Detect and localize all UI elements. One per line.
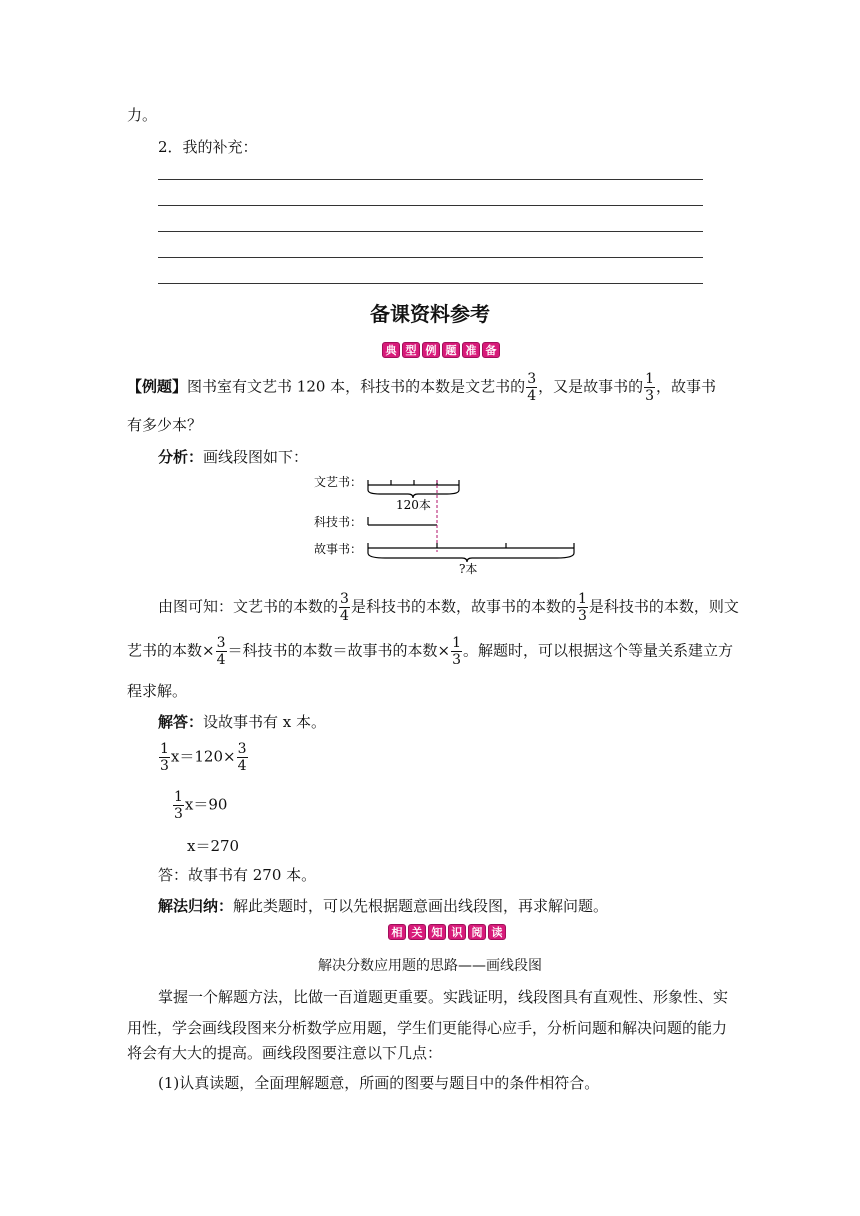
reading-title: 解决分数应用题的思路——画线段图 [318, 958, 542, 974]
fraction: $\frac{1}{3}$ [577, 591, 587, 624]
explain-line1: 由图可知：文艺书的本数的 $\frac{3}{4}$ 是科技书的本数，故事书的本数的 $\frac{1}{3}$ 是科技书的本数，则文 [158, 591, 739, 624]
badge-char: 典 [382, 342, 400, 358]
badge-char: 阅 [468, 924, 486, 940]
method-text: 解此类题时，可以先根据题意画出线段图，再求解问题。 [233, 897, 609, 915]
badge-typical-example [382, 342, 500, 358]
fraction: $\frac{3}{4}$ [527, 371, 537, 404]
equation-2: $\frac{1}{3}$ x＝90 [174, 789, 228, 822]
fraction: $\frac{1}{3}$ [160, 741, 169, 774]
example-problem [127, 372, 716, 403]
reading-line: 掌握一个解题方法，比做一百道题更重要。实践证明，线段图具有直观性、形象性、实 [158, 988, 729, 1006]
blank-line [158, 205, 703, 206]
blank-line [158, 179, 703, 180]
analysis-text: 画线段图如下： [203, 448, 309, 466]
previous-text-tail: 力。 [127, 106, 158, 124]
fraction: $\frac{3}{4}$ [237, 741, 247, 774]
fraction: $\frac{1}{3}$ [452, 635, 461, 668]
badge-char: 知 [428, 924, 446, 940]
reading-line: (1)认真读题，全面理解题意，所画的图要与题目中的条件相符合。 [158, 1074, 600, 1092]
reading-line: 将会有大大的提高。画线段图要注意以下几点： [127, 1044, 443, 1062]
blank-line [158, 257, 703, 258]
solution-label: 解答： [158, 713, 204, 731]
explain-line2: 艺书的本数× $\frac{3}{4}$ ＝科技书的本数＝故事书的本数× $\frac{1}{3}$ 。解题时，可以根据这个等量关系建立方 [127, 635, 734, 668]
example-text: 图书室有文艺书 120 本，科技书的本数是文艺书的 [187, 377, 526, 396]
fraction: $\frac{3}{4}$ [216, 635, 226, 668]
answer: 答：故事书有 270 本。 [158, 866, 317, 884]
row-label-literature: 文艺书： [314, 475, 363, 489]
reading-line: 用性，学会画线段图来分析数学应用题，学生们更能得心应手，分析问题和解决问题的能力 [127, 1019, 728, 1037]
badge-char: 备 [482, 342, 500, 358]
badge-char: 准 [462, 342, 480, 358]
solution [158, 711, 326, 732]
row-label-story: 故事书： [314, 542, 363, 556]
badge-related-reading [388, 924, 506, 940]
analysis-label: 分析： [158, 448, 204, 466]
solution-text: 设故事书有 x 本。 [203, 713, 327, 731]
badge-char: 识 [448, 924, 466, 940]
row-value-story: ?本 [459, 562, 478, 576]
line-segment-diagram [310, 472, 580, 577]
example-label: 【例题】 [127, 377, 188, 396]
method-label: 解法归纳： [158, 897, 234, 915]
method-summary [158, 895, 608, 916]
badge-char: 关 [408, 924, 426, 940]
section-title: 备课资料参考 [370, 302, 490, 326]
supplement-label: 2．我的补充： [158, 138, 258, 156]
analysis [158, 446, 308, 467]
example-text: ，故事书 [656, 377, 717, 396]
badge-char: 例 [422, 342, 440, 358]
badge-char: 相 [388, 924, 406, 940]
row-value-literature: 120本 [396, 498, 431, 512]
fraction: $\frac{1}{3}$ [174, 789, 183, 822]
badge-char: 读 [488, 924, 506, 940]
blank-line [158, 283, 703, 284]
fraction: $\frac{1}{3}$ [645, 371, 655, 404]
example-line2: 有多少本？ [127, 416, 203, 434]
explain-line3: 程求解。 [127, 682, 188, 700]
fraction: $\frac{3}{4}$ [340, 591, 349, 624]
example-text: ，又是故事书的 [538, 377, 644, 396]
row-label-science: 科技书： [314, 515, 363, 529]
badge-char: 题 [442, 342, 460, 358]
badge-char: 型 [402, 342, 420, 358]
blank-line [158, 231, 703, 232]
equation-1: $\frac{1}{3}$ x＝120× $\frac{3}{4}$ [160, 741, 247, 774]
equation-3: x＝270 [187, 837, 240, 855]
